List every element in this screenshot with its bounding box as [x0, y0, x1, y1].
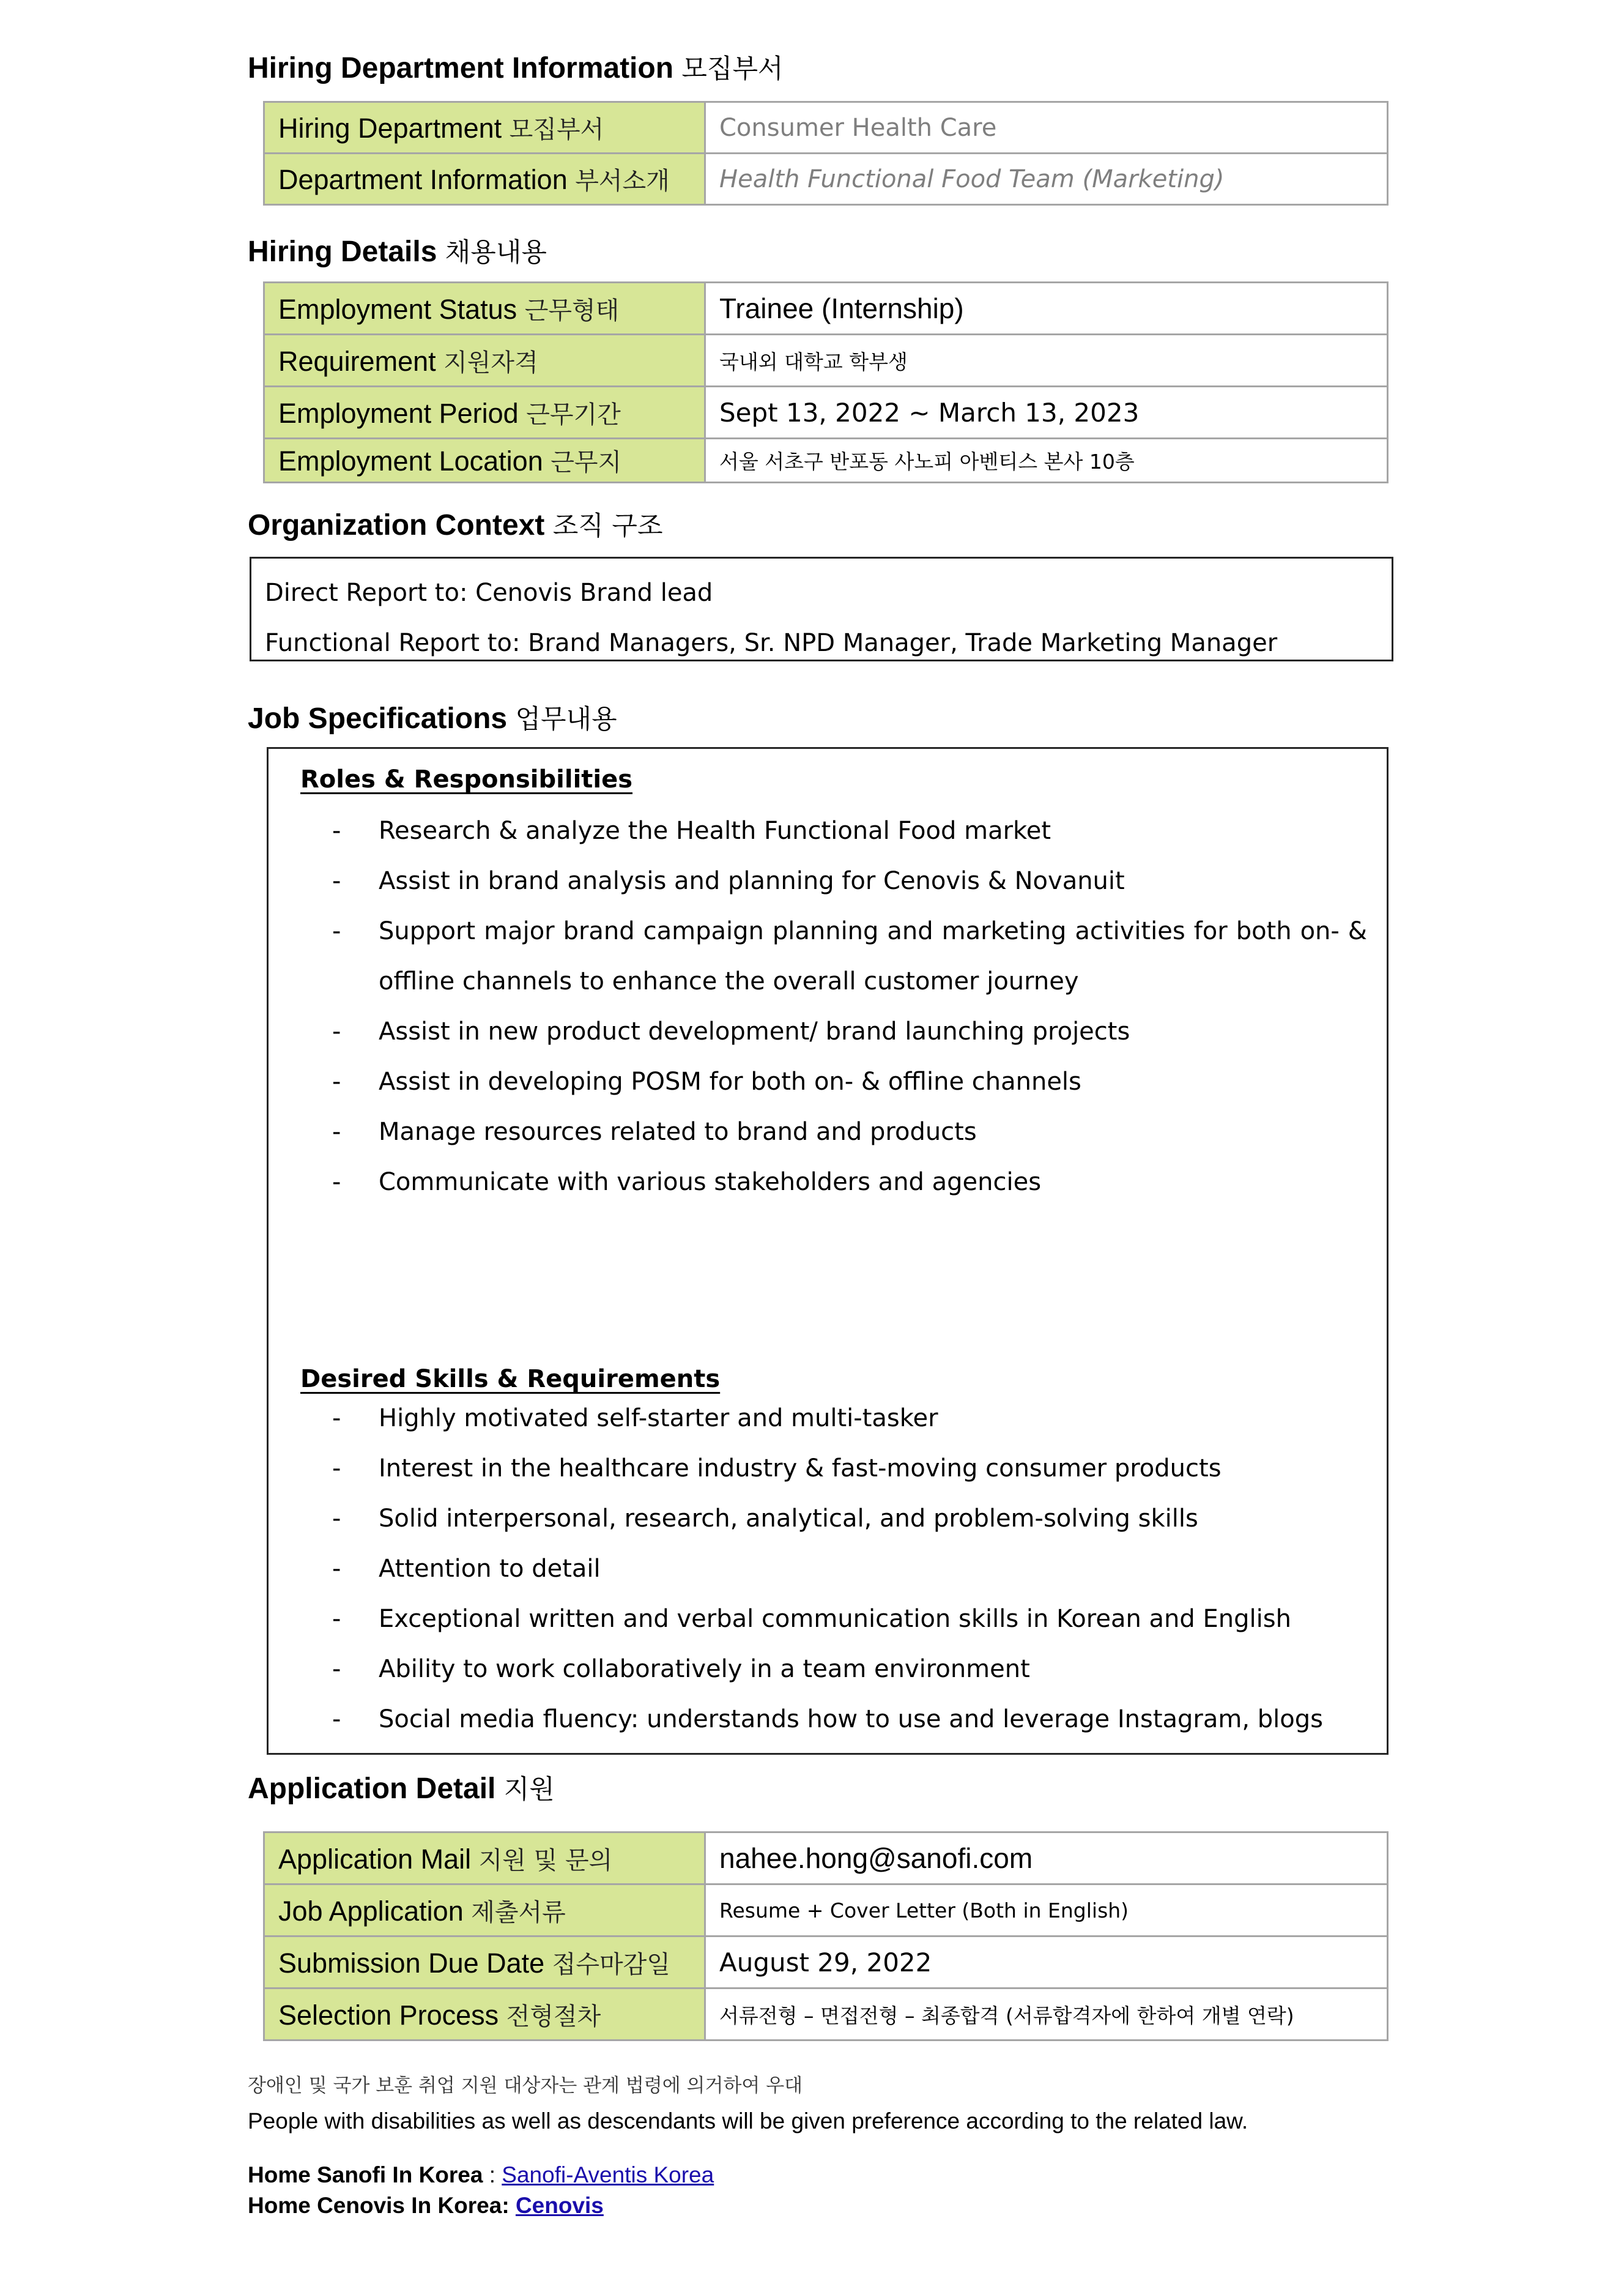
list-item: [269, 869, 1382, 906]
employment-location-value: 서울 서초구 반포동 사노피 아벤티스 본사 10층: [719, 450, 1135, 474]
skill-text: Highly motivated self-starter and multi-tasker: [379, 1404, 938, 1432]
row-label: [264, 1936, 705, 1988]
table-row: [264, 387, 1388, 439]
label-ko: 제출서류: [471, 1898, 566, 1927]
role-text: Manage resources related to brand and products: [379, 1118, 977, 1146]
list-item: [269, 1557, 1382, 1593]
label-ko: 전형절차: [506, 2002, 601, 2031]
row-value: [705, 439, 1388, 483]
role-text: Communicate with various stakeholders and agencies: [379, 1168, 1042, 1196]
heading-text-ko: 지원: [503, 1774, 555, 1805]
label-ko: 근무형태: [524, 296, 620, 325]
label-en: Employment Location: [278, 445, 543, 477]
bullet-dash: -: [332, 817, 341, 845]
list-item: [269, 1657, 1382, 1694]
role-text: offline channels to enhance the overall customer journey: [379, 967, 1079, 995]
table-row: [264, 1884, 1388, 1936]
label-ko: 모집부서: [509, 116, 604, 144]
label-en: Department Information: [278, 164, 568, 195]
table-row: [264, 1832, 1388, 1884]
list-item: [269, 819, 1382, 855]
section-heading-organization: [248, 511, 663, 540]
list-item: [269, 1506, 1382, 1543]
roles-heading: Roles & Responsibilities: [300, 765, 633, 794]
bullet-dash: -: [332, 1017, 341, 1046]
list-item: [269, 1170, 1382, 1207]
list-item: [269, 1120, 1382, 1156]
row-label: [264, 283, 705, 335]
label-ko: 부서소개: [575, 167, 670, 195]
row-label: [264, 1988, 705, 2040]
row-label: [264, 1884, 705, 1936]
table-row: [264, 335, 1388, 387]
bullet-dash: -: [332, 1454, 341, 1482]
preference-note-en: People with disabilities as well as descendants will be given preference according to the related law.: [248, 2108, 1248, 2133]
footer-cenovis: [248, 2194, 604, 2217]
heading-text: Job Specifications: [248, 702, 508, 735]
employment-status-value: Trainee (Internship): [719, 292, 964, 324]
row-value: [705, 154, 1388, 205]
skill-text: Interest in the healthcare industry & fast-moving consumer products: [379, 1454, 1222, 1482]
sanofi-label: Home Sanofi In Korea: [248, 2162, 483, 2187]
heading-text-ko: 모집부서: [681, 54, 784, 84]
heading-text: Hiring Details: [248, 236, 437, 268]
row-label: [264, 439, 705, 483]
direct-report: Direct Report to: Cenovis Brand lead: [265, 579, 713, 607]
sanofi-korea-link[interactable]: Sanofi-Aventis Korea: [502, 2162, 714, 2187]
role-text: Research & analyze the Health Functional Food market: [379, 817, 1051, 845]
label-en: Selection Process: [278, 1999, 499, 2031]
row-label: [264, 102, 705, 154]
row-label: [264, 387, 705, 439]
application-table: [263, 1831, 1389, 2041]
application-email[interactable]: nahee.hong@sanofi.com: [719, 1842, 1033, 1874]
label-ko: 지원 및 문의: [478, 1846, 613, 1875]
row-label: [264, 154, 705, 205]
section-heading-hiring-details: [248, 237, 547, 267]
bullet-dash: -: [332, 867, 341, 895]
table-row: [264, 1936, 1388, 1988]
table-row: [264, 439, 1388, 483]
row-value: [705, 387, 1388, 439]
row-value: [705, 1988, 1388, 2040]
skill-text: Social media fluency: understands how to use and leverage Instagram, blogs: [379, 1705, 1323, 1733]
due-date-value: August 29, 2022: [719, 1947, 932, 1977]
bullet-dash: -: [332, 1168, 341, 1196]
footer-sanofi: [248, 2163, 714, 2186]
role-text: Support major brand campaign planning and marketing activities for both on- &: [379, 917, 1367, 945]
cenovis-link[interactable]: Cenovis: [515, 2193, 604, 2218]
label-ko: 근무기간: [526, 400, 621, 429]
row-value: [705, 1884, 1388, 1936]
heading-text-ko: 업무내용: [515, 704, 617, 735]
section-heading-application: [248, 1774, 555, 1804]
bullet-dash: -: [332, 1555, 341, 1583]
department-info-value: Health Functional Food Team (Marketing): [719, 165, 1225, 193]
label-ko: 지원자격: [443, 348, 538, 377]
skill-text: Attention to detail: [379, 1555, 601, 1583]
cenovis-label: Home Cenovis In Korea:: [248, 2193, 510, 2218]
row-label: [264, 335, 705, 387]
row-value: [705, 283, 1388, 335]
bullet-dash: -: [332, 1605, 341, 1633]
table-row: [264, 154, 1388, 205]
role-text: Assist in brand analysis and planning for Cenovis & Novanuit: [379, 867, 1125, 895]
label-en: Job Application: [278, 1895, 464, 1927]
label-en: Requirement: [278, 345, 436, 377]
bullet-dash: -: [332, 1705, 341, 1733]
list-item: [269, 1406, 1382, 1443]
bullet-dash: -: [332, 1505, 341, 1533]
skill-text: Exceptional written and verbal communication skills in Korean and English: [379, 1605, 1291, 1633]
list-item: [269, 1019, 1382, 1056]
skill-text: Ability to work collaboratively in a team environment: [379, 1655, 1030, 1683]
bullet-dash: -: [332, 1118, 341, 1146]
organization-box: [250, 557, 1393, 661]
role-text: Assist in developing POSM for both on- & offline channels: [379, 1068, 1081, 1096]
row-label: [264, 1832, 705, 1884]
hiring-department-table: [263, 101, 1389, 206]
bullet-dash: -: [332, 917, 341, 945]
preference-note-ko: 장애인 및 국가 보훈 취업 지원 대상자는 관계 법령에 의거하여 우대: [248, 2075, 803, 2097]
list-item: [269, 1070, 1382, 1106]
heading-text-ko: 조직 구조: [552, 511, 663, 541]
table-row: [264, 102, 1388, 154]
requirement-value: 국내외 대학교 학부생: [719, 349, 908, 374]
label-en: Employment Period: [278, 397, 519, 429]
job-specs-box: [267, 747, 1389, 1755]
role-text: Assist in new product development/ brand launching projects: [379, 1017, 1130, 1046]
row-value: [705, 1936, 1388, 1988]
skill-text: Solid interpersonal, research, analytical, and problem-solving skills: [379, 1505, 1198, 1533]
list-item-continuation: [269, 969, 1382, 1006]
section-heading-job-specs: [248, 704, 617, 734]
employment-period-value: Sept 13, 2022 ~ March 13, 2023: [719, 397, 1140, 428]
bullet-dash: -: [332, 1068, 341, 1096]
functional-report: Functional Report to: Brand Managers, Sr. NPD Manager, Trade Marketing Manager: [265, 629, 1278, 657]
row-value: [705, 1832, 1388, 1884]
job-application-value: Resume + Cover Letter (Both in English): [719, 1898, 1129, 1922]
heading-text: Application Detail: [248, 1773, 496, 1805]
label-ko: 근무지: [551, 448, 622, 477]
row-value: [705, 335, 1388, 387]
row-value: [705, 102, 1388, 154]
bullet-dash: -: [332, 1655, 341, 1683]
list-item: [269, 1707, 1382, 1744]
label-en: Submission Due Date: [278, 1947, 545, 1979]
sanofi-separator: :: [483, 2162, 502, 2187]
label-ko: 접수마감일: [552, 1950, 670, 1979]
section-heading-hiring-department: [248, 54, 784, 83]
label-en: Hiring Department: [278, 113, 502, 144]
table-row: [264, 283, 1388, 335]
bullet-dash: -: [332, 1404, 341, 1432]
list-item: [269, 1456, 1382, 1493]
table-row: [264, 1988, 1388, 2040]
heading-text: Organization Context: [248, 509, 545, 541]
skills-heading: Desired Skills & Requirements: [300, 1365, 721, 1393]
selection-process-value: 서류전형 – 면접전형 – 최종합격 (서류합격자에 한하여 개별 연락): [719, 2003, 1294, 2028]
heading-text: Hiring Department Information: [248, 52, 674, 84]
hiring-details-table: [263, 281, 1389, 483]
heading-text-ko: 채용내용: [445, 237, 547, 268]
label-en: Employment Status: [278, 293, 517, 325]
list-item: [269, 1607, 1382, 1643]
list-item: [269, 919, 1382, 956]
hiring-department-value: Consumer Health Care: [719, 113, 997, 142]
label-en: Application Mail: [278, 1843, 472, 1875]
